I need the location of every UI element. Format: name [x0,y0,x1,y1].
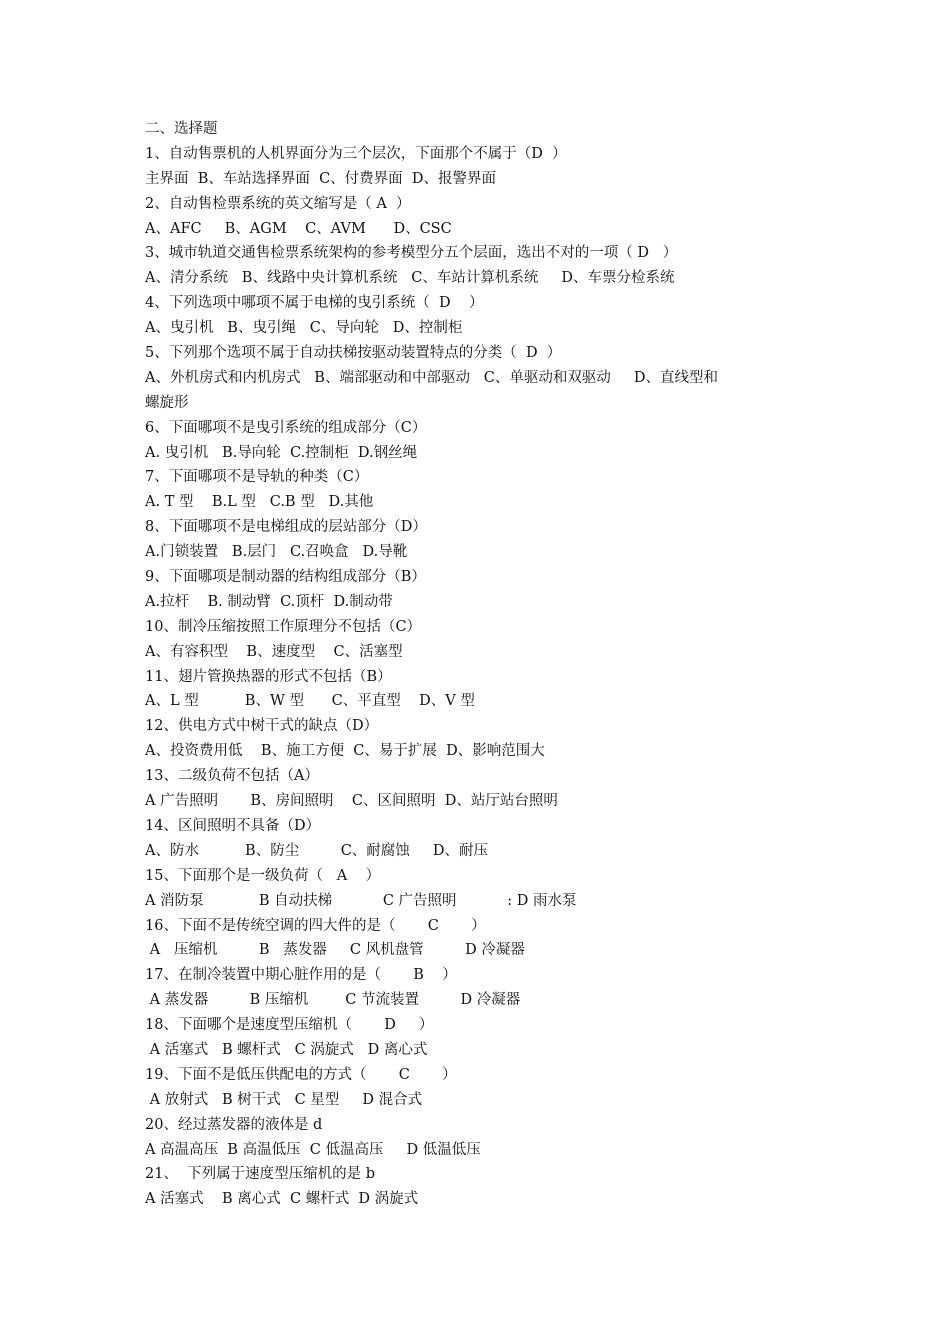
question-17: 17、在制冷装置中期心脏作用的是（ B ） [145,967,457,984]
question-5-options: A、外机房式和内机房式 B、端部驱动和中部驱动 C、单驱动和双驱动 D、直线型和 [145,369,719,386]
question-15: 15、下面那个是一级负荷（ A ） [145,867,381,884]
question-3-options: A、清分系统 B、线路中央计算机系统 C、车站计算机系统 D、车票分检系统 [145,270,675,287]
question-11-options: A、L 型 B、W 型 C、平直型 D、V 型 [145,693,475,710]
question-7-options: A. T 型 B.L 型 C.B 型 D.其他 [145,494,374,511]
question-1: 1、自动售票机的人机界面分为三个层次，下面那个不属于（D ） [145,145,567,162]
question-3: 3、城市轨道交通售检票系统架构的参考模型分五个层面，选出不对的一项（ D ） [145,245,678,262]
question-12: 12、供电方式中树干式的缺点（D） [145,718,379,735]
question-13-options: A 广告照明 B、房间照明 C、区间照明 D、站厅站台照明 [145,793,558,810]
question-21-options: A 活塞式 B 离心式 C 螺杆式 D 涡旋式 [145,1191,419,1208]
question-10: 10、制冷压缩按照工作原理分不包括（C） [145,618,422,635]
question-12-options: A、投资费用低 B、施工方便 C、易于扩展 D、影响范围大 [145,743,545,760]
question-8: 8、下面哪项不是电梯组成的层站部分（D） [145,519,427,536]
section-heading: 二、选择题 [145,121,218,137]
question-21: 21、 下列属于速度型压缩机的是 b [145,1166,376,1183]
question-17-options: A 蒸发器 B 压缩机 C 节流装置 D 冷凝器 [145,992,521,1009]
question-1-options: 主界面 B、车站选择界面 C、付费界面 D、报警界面 [145,170,497,187]
question-18-options: A 活塞式 B 螺杆式 C 涡旋式 D 离心式 [145,1041,428,1058]
question-11: 11、翅片管换热器的形式不包括（B） [145,668,392,685]
question-6-options: A. 曳引机 B.导向轮 C.控制柜 D.钢丝绳 [145,444,418,461]
question-19: 19、下面不是低压供配电的方式（ C ） [145,1066,457,1083]
question-14-options: A、防水 B、防尘 C、耐腐蚀 D、耐压 [145,842,488,859]
question-20-options: A 高温高压 B 高温低压 C 低温高压 D 低温低压 [145,1141,481,1158]
question-4-options: A、曳引机 B、曳引绳 C、导向轮 D、控制柜 [145,320,463,337]
question-20: 20、经过蒸发器的液体是 d [145,1116,323,1133]
question-list [145,117,835,1212]
question-16: 16、下面不是传统空调的四大件的是（ C ） [145,917,486,934]
question-16-options: A 压缩机 B 蒸发器 C 风机盘管 D 冷凝器 [145,942,525,959]
question-2: 2、自动售检票系统的英文缩写是（ A ） [145,195,411,212]
question-13: 13、二级负荷不包括（A） [145,768,319,785]
question-10-options: A、有容积型 B、速度型 C、活塞型 [145,643,403,660]
question-18: 18、下面哪个是速度型压缩机（ D ） [145,1017,434,1034]
question-5: 5、下列那个选项不属于自动扶梯按驱动装置特点的分类（ D ） [145,345,562,362]
question-2-options: A、AFC B、AGM C、AVM D、CSC [145,220,452,237]
question-15-options: A 消防泵 B 自动扶梯 C 广告照明 : D 雨水泵 [145,892,577,909]
question-4: 4、下列选项中哪项不属于电梯的曳引系统（ D ） [145,295,484,312]
question-9-options: A.拉杆 B. 制动臂 C.顶杆 D.制动带 [145,593,393,610]
question-14: 14、区间照明不具备（D） [145,817,321,834]
question-19-options: A 放射式 B 树干式 C 星型 D 混合式 [145,1091,423,1108]
question-5-options-cont: 螺旋形 [145,394,189,411]
question-9: 9、下面哪项是制动器的结构组成部分（B） [145,569,426,586]
question-7: 7、下面哪项不是导轨的种类（C） [145,469,369,486]
question-8-options: A.门锁装置 B.层门 C.召唤盒 D.导靴 [145,544,408,561]
question-6: 6、下面哪项不是曳引系统的组成部分（C） [145,419,427,436]
